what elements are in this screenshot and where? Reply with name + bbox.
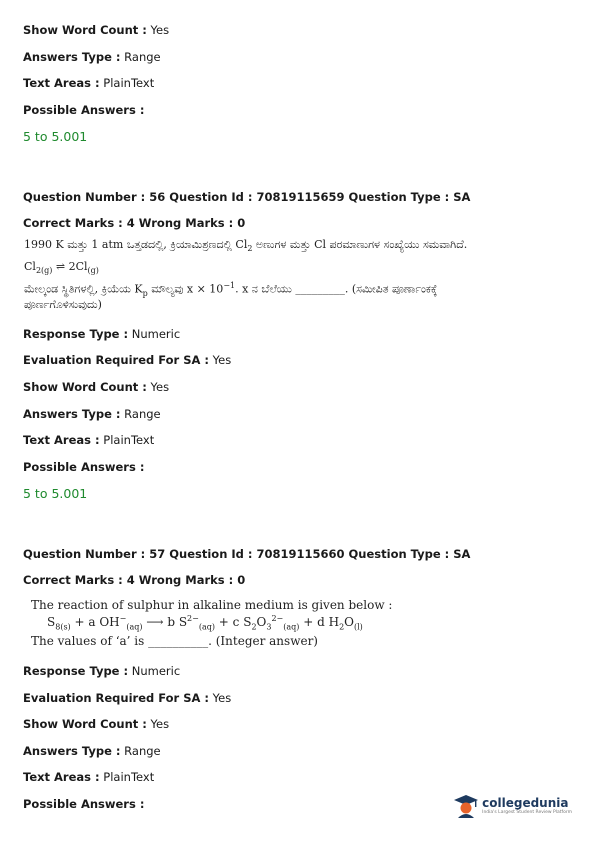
response-type-row-57: Response Type : Numeric	[23, 664, 181, 678]
text-areas-row: Text Areas : PlainText	[23, 76, 155, 90]
evaluation-row-56: Evaluation Required For SA : Yes	[23, 353, 232, 367]
text-areas-row-56: Text Areas : PlainText	[23, 433, 155, 447]
possible-answer-value: 5 to 5.001	[23, 129, 88, 144]
graduate-icon	[453, 792, 479, 818]
possible-answers-label-57: Possible Answers :	[23, 797, 145, 811]
response-type-row-56: Response Type : Numeric	[23, 327, 181, 341]
possible-answer-value-56: 5 to 5.001	[23, 486, 88, 501]
answers-type-row-57: Answers Type : Range	[23, 744, 161, 758]
evaluation-row-57: Evaluation Required For SA : Yes	[23, 691, 232, 705]
question-equation-56: $Cl_{2(g)}$ ⇌ $2Cl_{(g)}$	[24, 260, 99, 276]
show-word-count-row-56: Show Word Count : Yes	[23, 380, 170, 394]
question-equation-57: $S_{8(s)} + a$ $OH^-_{(aq)}$ ⟶ b $S^{2-}_{(aq)} + c$ $S_2O_3^{2-}_{(aq)} + d$ $H_2O_{(l)}$	[47, 614, 363, 632]
logo-name: collegedunia	[482, 795, 569, 810]
question-header-56: Question Number : 56 Question Id : 70819115659 Question Type : SA	[23, 190, 471, 204]
question-text-57-values: The values of ‘a’ is __________. (Integer answer)	[31, 634, 318, 648]
text-areas-row-57: Text Areas : PlainText	[23, 770, 155, 784]
question-header-57: Question Number : 57 Question Id : 70819115660 Question Type : SA	[23, 547, 471, 561]
question-text-56-line3: ಮೇಲ್ಕಂಡ ಸ್ಥಿತಿಗಳಲ್ಲಿ, ಕ್ರಿಯೆಯ $K_p$ ಮೌಲ್ಯವು $x \times 10^{-1}$. x ನ ಬೆಲೆಯು _________. (ಸಮೀಪಿತ ಪೂರ್ಣಾಂಕಕ್ಕೆ	[24, 281, 438, 298]
answers-type-row: Answers Type : Range	[23, 50, 161, 64]
show-word-count-row-57: Show Word Count : Yes	[23, 717, 170, 731]
answers-type-row-56: Answers Type : Range	[23, 407, 161, 421]
question-text-56-line4: ಪೂರ್ಣಗೊಳಿಸುವುದು)	[24, 298, 102, 311]
question-marks-57: Correct Marks : 4 Wrong Marks : 0	[23, 573, 246, 587]
possible-answers-label: Possible Answers :	[23, 103, 145, 117]
logo-tagline: India's Largest Student Review Platform	[482, 809, 572, 815]
collegedunia-logo[interactable]	[453, 792, 572, 818]
question-text-56-line1: 1990 K ಮತ್ತು 1 atm ಒತ್ತಡದಲ್ಲಿ, ಕ್ರಿಯಾಮಿಶ್ರಣದಲ್ಲಿ $Cl_2$ ಅಣುಗಳ ಮತ್ತು Cl ಪರಮಾಣುಗಳ ಸಂಖ್ಯೆಯು ಸಮವಾಗಿದೆ.	[24, 238, 468, 254]
question-marks-56: Correct Marks : 4 Wrong Marks : 0	[23, 216, 246, 230]
possible-answers-label-56: Possible Answers :	[23, 460, 145, 474]
question-text-57-intro: The reaction of sulphur in alkaline medium is given below :	[31, 598, 393, 612]
show-word-count-row: Show Word Count : Yes	[23, 23, 170, 37]
